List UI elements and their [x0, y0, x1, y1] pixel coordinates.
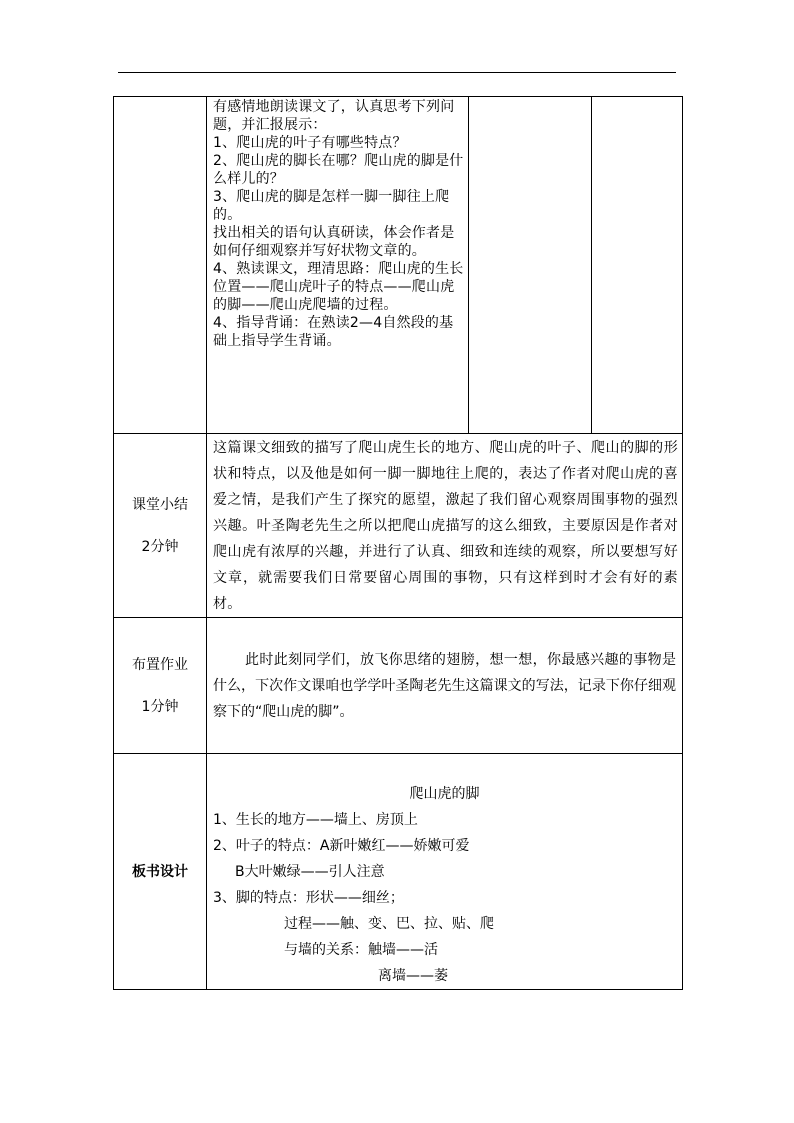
step-intro: 有感情地朗读课文了，认真思考下列问题，并汇报展示：: [213, 99, 455, 133]
step-question-1: 1、爬山虎的叶子有哪些特点？: [213, 135, 407, 151]
activities-student-cell: [469, 97, 592, 434]
step-study: 找出相关的语句认真研读，体会作者是如何仔细观察并写好状物文章的。: [213, 225, 455, 259]
activities-notes-cell: [592, 97, 683, 434]
row-board: [114, 754, 683, 990]
homework-content-cell: [207, 618, 683, 754]
homework-label: 布置作业: [132, 656, 188, 673]
board-line-4: 3、脚的特点：形状——细丝；: [213, 890, 404, 906]
summary-content-cell: [207, 434, 683, 618]
summary-time: 2分钟: [141, 538, 179, 555]
row-summary: [114, 434, 683, 618]
board-title: 爬山虎的脚: [409, 786, 480, 802]
summary-label-cell: [114, 434, 207, 618]
board-label-cell: [114, 754, 207, 990]
step-reading: 4、熟读课文，理清思路：爬山虎的生长位置——爬山虎叶子的特点——爬山虎的脚——爬山虎爬墙的过程。: [213, 261, 464, 313]
board-content-cell: [207, 754, 683, 990]
board-line-2: 2、叶子的特点：A新叶嫩红——娇嫩可爱: [213, 838, 470, 854]
board-label: 板书设计: [132, 863, 188, 880]
activities-label-cell: [114, 97, 207, 434]
board-line-1: 1、生长的地方——墙上、房顶上: [213, 812, 418, 828]
board-line-6: 与墙的关系：触墙——活: [284, 942, 438, 958]
homework-text: 此时此刻同学们，放飞你思绪的翅膀，想一想，你最感兴趣的事物是什么，下次作文课咱也学学叶圣陶老先生这篇课文的写法，记录下你仔细观察下的“爬山虎的脚”。: [213, 652, 676, 720]
step-question-3: 3、爬山虎的脚是怎样一脚一脚往上爬的。: [213, 189, 450, 223]
lesson-plan-table: [113, 96, 683, 990]
step-question-2: 2、爬山虎的脚长在哪？爬山虎的脚是什么样儿的？: [213, 153, 464, 187]
row-homework: [114, 618, 683, 754]
board-line-5: 过程——触、变、巴、拉、贴、爬: [284, 916, 494, 932]
header-rule: [118, 72, 676, 73]
step-recitation: 4、指导背诵：在熟读2—4自然段的基础上指导学生背诵。: [213, 315, 454, 349]
summary-text: 这篇课文细致的描写了爬山虎生长的地方、爬山虎的叶子、爬山的脚的形状和特点，以及他是如何一脚一脚地往上爬的，表达了作者对爬山虎的喜爱之情，是我们产生了探究的愿望，激起了我们留心观察周围事物的强烈兴趣。叶圣陶老先生之所以把爬山虎描写的这么细致，主要原因是作者对爬山虎有浓厚的兴趣，并进行了认真、细致和连续的观察，所以要想写好文章，就需要我们日常要留心周围的事物，只有这样到时才会有好的素材。: [213, 440, 678, 612]
row-activities: [114, 97, 683, 434]
board-line-7: 离墙——萎: [378, 968, 448, 984]
homework-time: 1分钟: [141, 698, 179, 715]
board-line-3: B大叶嫩绿——引人注意: [235, 864, 385, 880]
activities-steps-cell: [207, 97, 469, 434]
homework-label-cell: [114, 618, 207, 754]
summary-label: 课堂小结: [132, 496, 188, 513]
